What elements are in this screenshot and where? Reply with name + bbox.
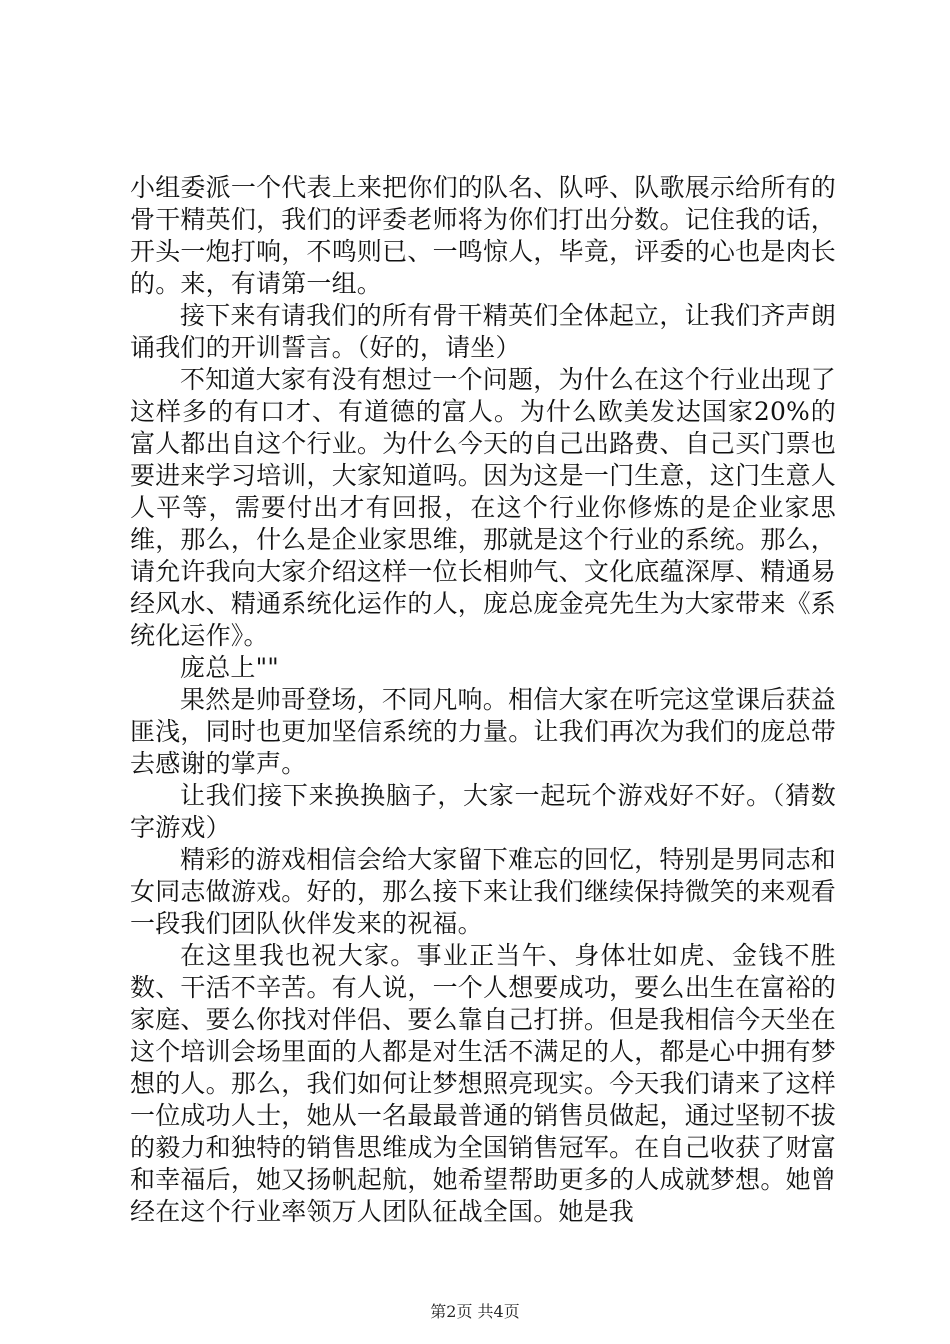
paragraph-oath: 接下来有请我们的所有骨干精英们全体起立，让我们齐声朗诵我们的开训誓言。（好的，请坐） <box>130 301 836 362</box>
paragraph-blessing-video: 精彩的游戏相信会给大家留下难忘的回忆，特别是男同志和女同志做游戏。好的，那么接下来让我们继续保持微笑的来观看一段我们团队伙伴发来的祝福。 <box>130 845 836 938</box>
paragraph-applause: 果然是帅哥登场，不同凡响。相信大家在听完这堂课后获益匪浅，同时也更加坚信系统的力量。让我们再次为我们的庞总带去感谢的掌声。 <box>130 685 836 778</box>
page-number-footer: 第2页 共4页 <box>430 1302 520 1321</box>
paragraph-game: 让我们接下来换换脑子，大家一起玩个游戏好不好。（猜数字游戏） <box>130 781 836 842</box>
paragraph-introduction: 在这里我也祝大家。事业正当午、身体壮如虎、金钱不胜数、干活不辛苦。有人说，一个人想要成功，要么出生在富裕的家庭、要么你找对伴侣、要么靠自己打拼。但是我相信今天坐在这个培训会场里面的人都是对生活不满足的人，都是心中拥有梦想的人。那么，我们如何让梦想照亮现实。今天我们请来了这样一位成功人士，她从一名最最普通的销售员做起，通过坚韧不拔的毅力和独特的销售思维成为全国销售冠军。在自己收获了财富和幸福后，她又扬帆起航，她希望帮助更多的人成就梦想。她曾经在这个行业率领万人团队征战全国。她是我 <box>130 941 836 1226</box>
paragraph-industry-question: 不知道大家有没有想过一个问题，为什么在这个行业出现了这样多的有口才、有道德的富人。为什么欧美发达国家20%的富人都出自这个行业。为什么今天的自己出路费、自己买门票也要进来学习培训，大家知道吗。因为这是一门生意，这门生意人人平等，需要付出才有回报，在这个行业你修炼的是企业家思维，那么，什么是企业家思维，那就是这个行业的系统。那么，请允许我向大家介绍这样一位长相帅气、文化底蕴深厚、精通易经风水、精通系统化运作的人，庞总庞金亮先生为大家带来《系统化运作》。 <box>130 365 836 650</box>
paragraph-speaker-on: 庞总上"" <box>180 653 279 682</box>
paragraph-continuation: 小组委派一个代表上来把你们的队名、队呼、队歌展示给所有的骨干精英们，我们的评委老师将为你们打出分数。记住我的话，开头一炮打响，不鸣则已、一鸣惊人，毕竟，评委的心也是肉长的。来，有请第一组。 <box>130 173 836 298</box>
document-body <box>130 172 836 1228</box>
